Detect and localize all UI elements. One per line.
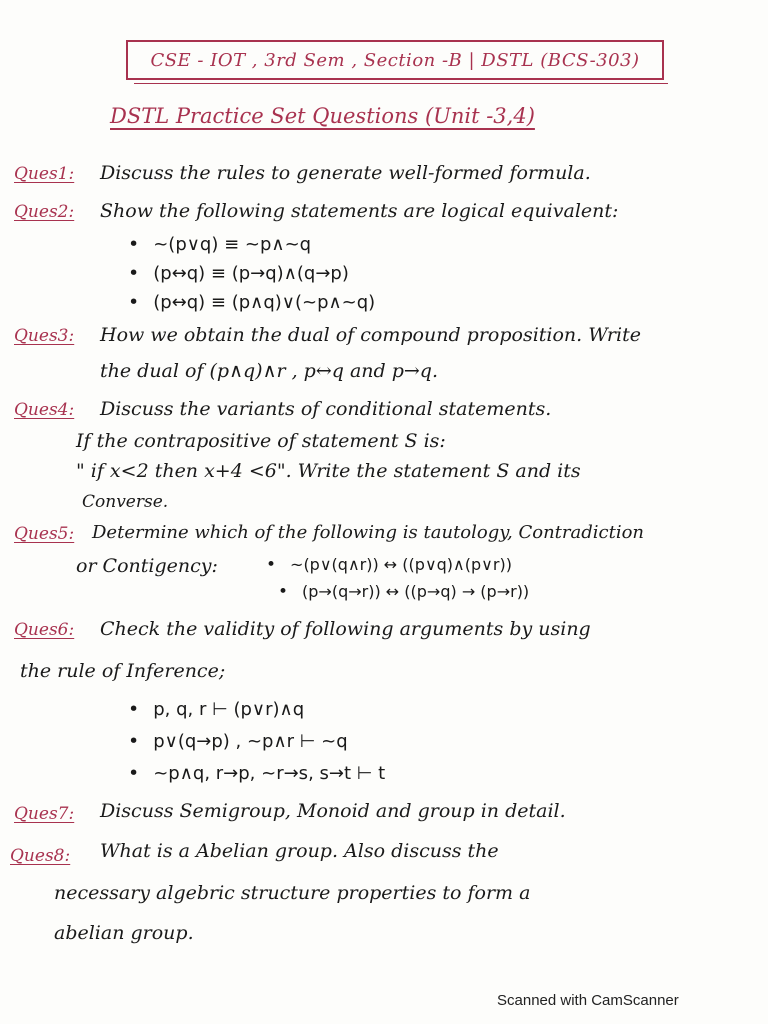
q3-label: Ques3: <box>14 326 75 346</box>
q6-item-3: • ~p∧q, r→p, ~r→s, s→t ⊢ t <box>128 762 386 784</box>
header-text: CSE - IOT , 3rd Sem , Section -B | DSTL (BCS-303) <box>150 49 640 71</box>
scanner-watermark: Scanned with CamScanner <box>497 992 679 1009</box>
q3-line-2: the dual of (p∧q)∧r , p↔q and p→q. <box>100 360 439 382</box>
q8-line-2: necessary algebric structure properties to form a <box>54 882 531 904</box>
q5-line-2-prefix: or Contigency: <box>76 555 218 577</box>
q3-line-1: How we obtain the dual of compound proposition. Write <box>100 324 641 346</box>
q4-line-4: Converse. <box>82 492 169 512</box>
q8-label: Ques8: <box>10 846 71 866</box>
q7-line-1: Discuss Semigroup, Monoid and group in detail. <box>100 800 566 822</box>
q2-item-3: • (p↔q) ≡ (p∧q)∨(~p∧~q) <box>128 291 376 313</box>
q2-item-1: • ~(p∨q) ≡ ~p∧~q <box>128 233 312 255</box>
practice-set-title: DSTL Practice Set Questions (Unit -3,4) <box>110 104 535 128</box>
q6-line-2: the rule of Inference; <box>20 660 226 682</box>
q5-item-1: • ~(p∨(q∧r)) ↔ ((p∨q)∧(p∨r)) <box>266 555 512 575</box>
q5-line-1: Determine which of the following is tautology, Contradiction <box>92 522 645 543</box>
q4-label: Ques4: <box>14 400 75 420</box>
q8-line-1: What is a Abelian group. Also discuss the <box>100 840 499 862</box>
header-box <box>126 40 664 80</box>
q5-label: Ques5: <box>14 524 75 544</box>
q4-line-3: " if x<2 then x+4 <6". Write the statement S and its <box>76 460 581 482</box>
q6-line-1: Check the validity of following arguments by using <box>100 618 591 640</box>
q4-line-2: If the contrapositive of statement S is: <box>76 430 446 452</box>
q6-item-1: • p, q, r ⊢ (p∨r)∧q <box>128 698 305 720</box>
q4-line-1: Discuss the variants of conditional statements. <box>100 398 552 420</box>
q6-item-2: • p∨(q→p) , ~p∧r ⊢ ~q <box>128 730 348 752</box>
q1-label: Ques1: <box>14 164 75 184</box>
q2-line-1: Show the following statements are logical equivalent: <box>100 200 619 222</box>
q7-label: Ques7: <box>14 804 75 824</box>
q2-label: Ques2: <box>14 202 75 222</box>
q1-line-1: Discuss the rules to generate well-formed formula. <box>100 162 591 184</box>
q5-item-2: • (p→(q→r)) ↔ ((p→q) → (p→r)) <box>278 582 530 602</box>
q6-label: Ques6: <box>14 620 75 640</box>
q8-line-3: abelian group. <box>54 922 194 944</box>
q2-item-2: • (p↔q) ≡ (p→q)∧(q→p) <box>128 262 349 284</box>
